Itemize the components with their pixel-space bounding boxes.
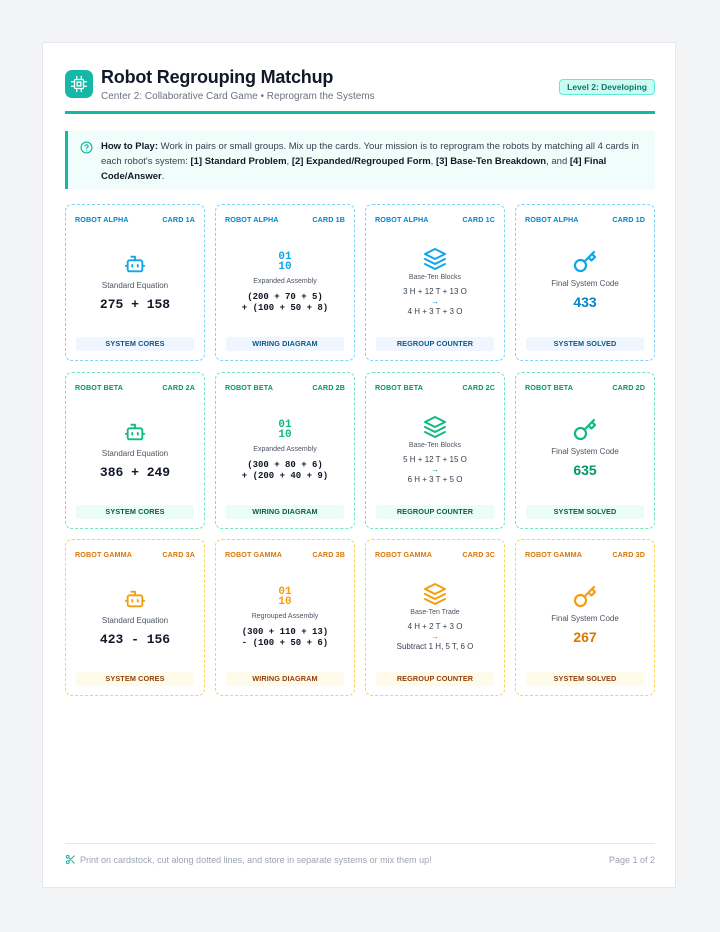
- robot-icon: [66, 253, 204, 275]
- card-number: CARD 1C: [462, 215, 495, 224]
- card-number: CARD 3C: [462, 550, 495, 559]
- instructions-end: .: [161, 171, 165, 182]
- level-badge: Level 2: Developing: [559, 79, 655, 95]
- instructions-step-3: [3] Base-Ten Breakdown: [435, 156, 547, 167]
- card-footer-label: WIRING DIAGRAM: [226, 337, 344, 351]
- card-footer-label: SYSTEM CORES: [76, 337, 194, 351]
- card-number: CARD 2B: [312, 383, 345, 392]
- arrow-icon: →: [431, 632, 439, 641]
- robot-name: ROBOT ALPHA: [75, 215, 129, 224]
- card-label: Final System Code: [551, 279, 619, 288]
- expression-line-1: (300 + 110 + 13): [241, 627, 329, 637]
- breakdown-line-2: Subtract 1 H, 5 T, 6 O: [396, 642, 474, 651]
- base-ten-breakdown: [366, 455, 504, 485]
- card-footer-label: REGROUP COUNTER: [376, 505, 494, 519]
- robot-name: ROBOT GAMMA: [375, 550, 432, 559]
- binary-bottom: 10: [278, 261, 292, 273]
- card-label: Base-Ten Trade: [410, 609, 460, 616]
- card-alpha-3[interactable]: [365, 204, 505, 361]
- instructions-lead: How to Play:: [101, 141, 159, 152]
- robot-name: ROBOT ALPHA: [525, 215, 579, 224]
- card-label: Standard Equation: [101, 281, 169, 290]
- card-gamma-4[interactable]: [515, 539, 655, 696]
- card-gamma-3[interactable]: [365, 539, 505, 696]
- binary-top: 01: [278, 419, 292, 431]
- card-footer-label: WIRING DIAGRAM: [226, 672, 344, 686]
- expression-line-1: (200 + 70 + 5): [247, 292, 323, 302]
- instructions-separator: ,: [430, 156, 436, 167]
- page-subtitle: Center 2: Collaborative Card Game • Reprogram the Systems: [101, 91, 375, 102]
- equation: 386 + 249: [99, 465, 171, 480]
- expression-line-2: + (200 + 40 + 9): [241, 471, 329, 481]
- binary-digits: [278, 420, 291, 440]
- robot-name: ROBOT ALPHA: [375, 215, 429, 224]
- card-number: CARD 3B: [312, 550, 345, 559]
- instructions-separator: , and: [546, 156, 570, 167]
- card-label: Standard Equation: [101, 449, 169, 458]
- card-label: Base-Ten Blocks: [408, 442, 462, 449]
- card-footer-label: REGROUP COUNTER: [376, 672, 494, 686]
- print-note: Print on cardstock, cut along dotted lines, and store in separate systems or mix them up!: [80, 855, 432, 865]
- final-code: 433: [573, 294, 597, 310]
- binary-bottom: 10: [278, 429, 292, 441]
- base-ten-breakdown: [366, 622, 504, 652]
- card-label: Expanded Assembly: [253, 446, 317, 453]
- instructions-step-1: [1] Standard Problem: [190, 156, 287, 167]
- instructions-box: [65, 131, 655, 189]
- page-title: Robot Regrouping Matchup: [101, 67, 334, 87]
- binary-top: 01: [278, 251, 292, 263]
- expression-line-2: - (100 + 50 + 6): [241, 638, 329, 648]
- worksheet-page: [42, 42, 676, 888]
- card-footer-label: SYSTEM SOLVED: [526, 505, 644, 519]
- arrow-icon: →: [431, 297, 439, 306]
- robot-name: ROBOT BETA: [525, 383, 573, 392]
- card-footer-label: SYSTEM CORES: [76, 672, 194, 686]
- key-icon: [516, 418, 654, 442]
- header: [65, 67, 655, 115]
- instructions-separator: ,: [286, 156, 292, 167]
- binary-digits: [278, 252, 291, 272]
- breakdown-line-1: 4 H + 2 T + 3 O: [407, 622, 463, 631]
- robot-name: ROBOT ALPHA: [225, 215, 279, 224]
- breakdown-line-1: 5 H + 12 T + 15 O: [403, 455, 467, 464]
- robot-name: ROBOT GAMMA: [525, 550, 582, 559]
- card-beta-3[interactable]: [365, 372, 505, 529]
- expression-line-2: + (100 + 50 + 8): [241, 303, 329, 313]
- final-code: 635: [573, 462, 597, 478]
- card-label: Base-Ten Blocks: [408, 274, 462, 281]
- card-alpha-4[interactable]: [515, 204, 655, 361]
- card-number: CARD 1A: [162, 215, 195, 224]
- card-number: CARD 1D: [612, 215, 645, 224]
- card-beta-2[interactable]: [215, 372, 355, 529]
- card-footer-label: SYSTEM SOLVED: [526, 337, 644, 351]
- card-number: CARD 1B: [312, 215, 345, 224]
- card-number: CARD 2C: [462, 383, 495, 392]
- key-icon: [516, 250, 654, 274]
- robot-name: ROBOT BETA: [225, 383, 273, 392]
- card-footer-label: WIRING DIAGRAM: [226, 505, 344, 519]
- header-divider: [65, 111, 655, 114]
- breakdown-line-2: 4 H + 3 T + 3 O: [407, 307, 463, 316]
- card-number: CARD 2A: [162, 383, 195, 392]
- card-number: CARD 3A: [162, 550, 195, 559]
- robot-name: ROBOT BETA: [375, 383, 423, 392]
- binary-top: 01: [278, 586, 292, 598]
- key-icon: [516, 585, 654, 609]
- robot-name: ROBOT GAMMA: [75, 550, 132, 559]
- card-footer-label: SYSTEM CORES: [76, 505, 194, 519]
- card-number: CARD 3D: [612, 550, 645, 559]
- card-number: CARD 2D: [612, 383, 645, 392]
- card-label: Regrouped Assembly: [251, 613, 319, 620]
- card-beta-1[interactable]: [65, 372, 205, 529]
- binary-icon: [216, 252, 354, 272]
- help-icon: [80, 141, 93, 159]
- robot-name: ROBOT GAMMA: [225, 550, 282, 559]
- page-footer: [65, 855, 655, 869]
- instructions-step-2: [2] Expanded/Regrouped Form: [291, 156, 431, 167]
- layers-icon: [366, 247, 504, 271]
- binary-icon: [216, 420, 354, 440]
- card-gamma-2[interactable]: [215, 539, 355, 696]
- layers-icon: [366, 582, 504, 606]
- card-label: Final System Code: [551, 447, 619, 456]
- layers-icon: [366, 415, 504, 439]
- binary-digits: [278, 587, 291, 607]
- base-ten-breakdown: [366, 287, 504, 317]
- arrow-icon: →: [431, 465, 439, 474]
- card-alpha-1[interactable]: [65, 204, 205, 361]
- card-footer-label: SYSTEM SOLVED: [526, 672, 644, 686]
- card-label: Expanded Assembly: [253, 278, 317, 285]
- page-number: Page 1 of 2: [608, 855, 655, 865]
- robot-icon: [66, 588, 204, 610]
- binary-icon: [216, 587, 354, 607]
- chip-icon: [65, 70, 93, 98]
- card-label: Final System Code: [551, 614, 619, 623]
- equation: 423 - 156: [99, 632, 171, 647]
- robot-icon: [66, 421, 204, 443]
- card-label: Standard Equation: [101, 616, 169, 625]
- instructions-text: Work in pairs or small groups. Mix up the cards. Your mission is to reprogram the robots by matching all 4 cards in each robot's system:: [101, 141, 639, 167]
- expression-line-1: (300 + 80 + 6): [247, 460, 323, 470]
- equation: 275 + 158: [99, 297, 171, 312]
- footer-divider: [65, 843, 655, 844]
- robot-name: ROBOT BETA: [75, 383, 123, 392]
- binary-bottom: 10: [278, 596, 292, 608]
- breakdown-line-1: 3 H + 12 T + 13 O: [403, 287, 467, 296]
- instructions-step-4: [4] Final Code/Answer: [101, 156, 607, 182]
- final-code: 267: [573, 629, 597, 645]
- card-footer-label: REGROUP COUNTER: [376, 337, 494, 351]
- card-beta-4[interactable]: [515, 372, 655, 529]
- card-gamma-1[interactable]: [65, 539, 205, 696]
- card-alpha-2[interactable]: [215, 204, 355, 361]
- scissors-icon: [65, 854, 76, 867]
- breakdown-line-2: 6 H + 3 T + 5 O: [407, 475, 463, 484]
